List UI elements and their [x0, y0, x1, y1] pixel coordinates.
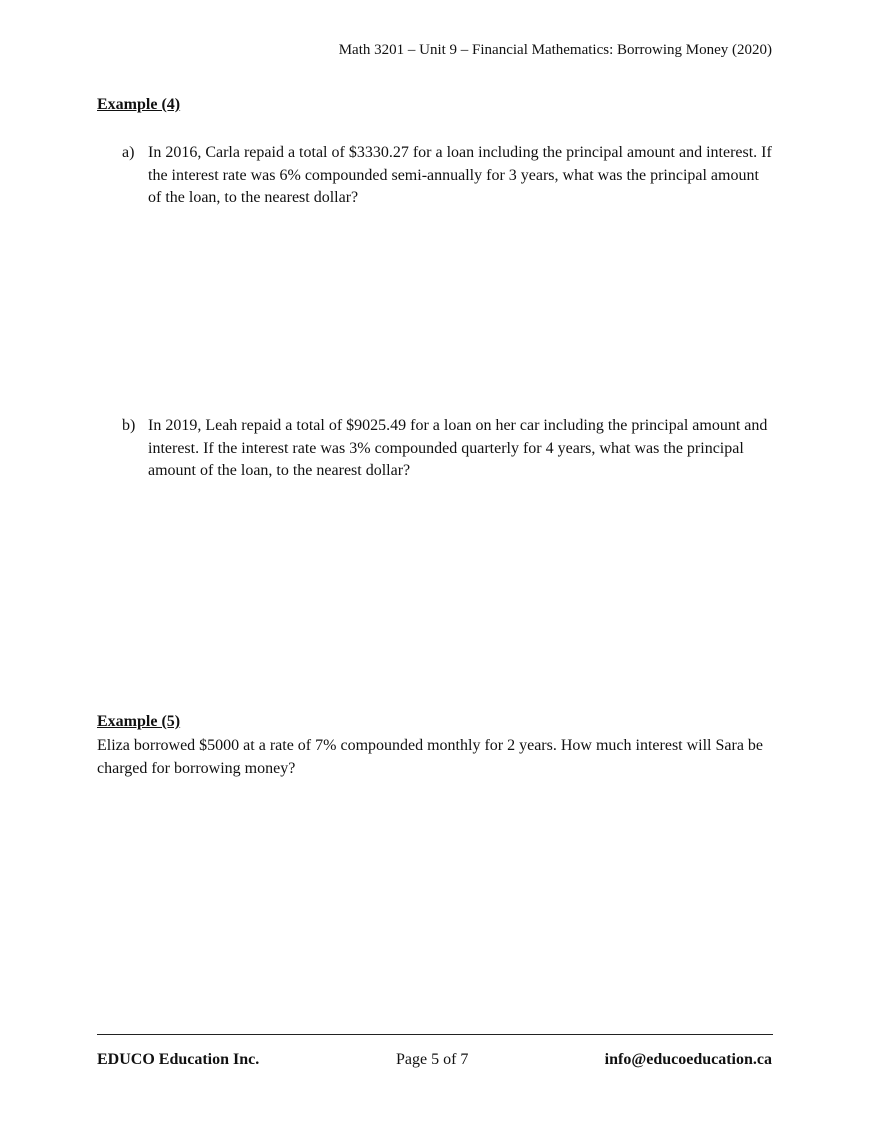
footer-page-number: Page 5 of 7	[396, 1051, 469, 1068]
footer-company: EDUCO Education Inc.	[97, 1051, 260, 1068]
question-marker: a)	[122, 144, 135, 161]
page-header: Math 3201 – Unit 9 – Financial Mathematics: Borrowing Money (2020)	[338, 42, 772, 58]
footer-divider	[97, 1034, 773, 1035]
footer-email: info@educoeducation.ca	[604, 1051, 772, 1068]
question-marker: b)	[122, 417, 136, 434]
example-4-question-a	[122, 142, 772, 210]
example-4-heading: Example (4)	[97, 96, 181, 113]
question-text: In 2019, Leah repaid a total of $9025.49 for a loan on her car including the principal amount and interest. If the interest rate was 3% compounded quarterly for 4 years, what was the principal amount of the loan, to the nearest dollar?	[148, 417, 768, 479]
question-text: In 2016, Carla repaid a total of $3330.27 for a loan including the principal amount and interest. If the interest rate was 6% compounded semi-annually for 3 years, what was the principal amount of the loan, to the nearest dollar?	[148, 144, 772, 206]
example-4-question-b	[122, 415, 772, 483]
example-5-question: Eliza borrowed $5000 at a rate of 7% compounded monthly for 2 years. How much interest will Sara be charged for borrowing money?	[97, 737, 764, 777]
example-5-heading: Example (5)	[97, 713, 181, 730]
